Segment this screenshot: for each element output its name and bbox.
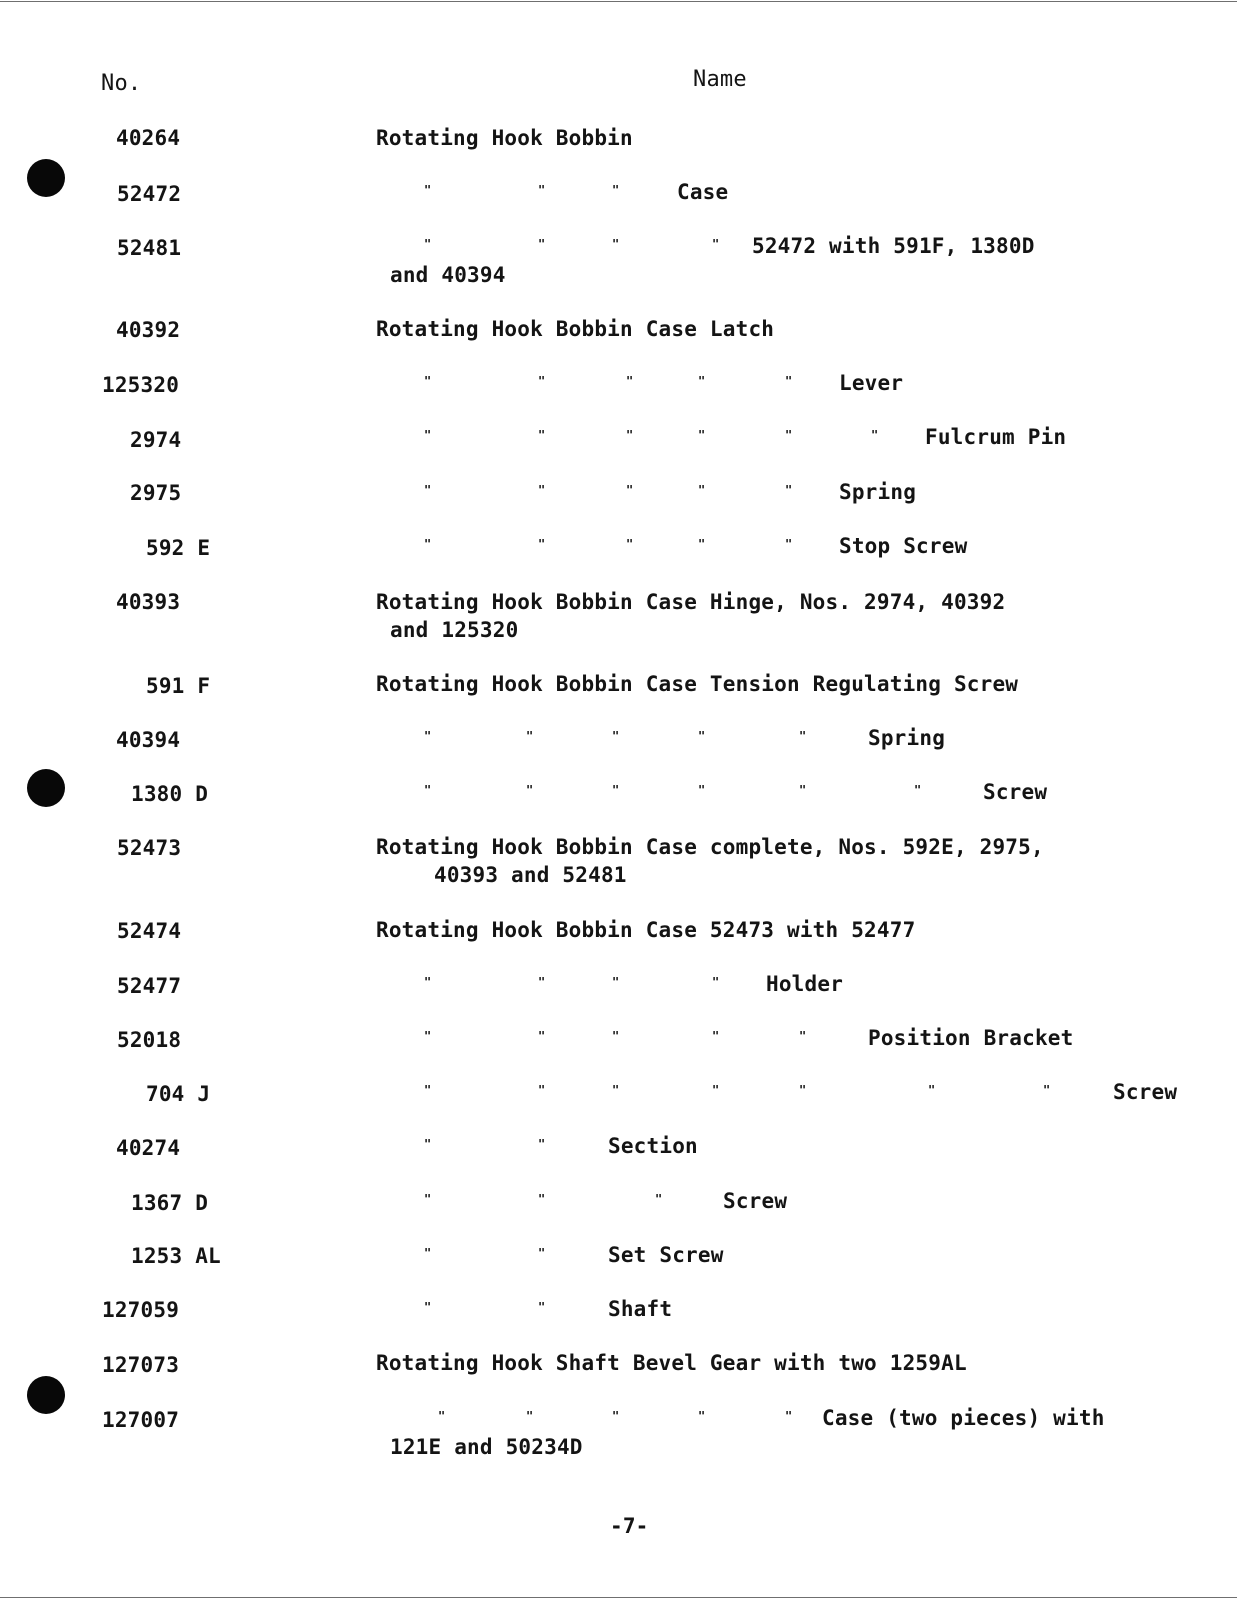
- part-number: 125320: [102, 373, 180, 397]
- ditto-mark: ": [712, 975, 720, 989]
- ditto-mark: ": [538, 374, 546, 388]
- ditto-mark: ": [626, 483, 634, 497]
- ditto-mark: ": [526, 1409, 534, 1423]
- punch-hole-bottom: [27, 1376, 65, 1414]
- part-name: Screw: [1113, 1080, 1178, 1104]
- ditto-mark: ": [612, 783, 620, 797]
- ditto-mark: ": [785, 537, 793, 551]
- part-number: 592 E: [146, 536, 211, 560]
- part-name: Rotating Hook Bobbin: [376, 126, 633, 150]
- part-number: 591 F: [146, 674, 211, 698]
- ditto-mark: ": [626, 374, 634, 388]
- part-name: Case (two pieces) with: [822, 1406, 1105, 1430]
- part-name: Shaft: [608, 1297, 673, 1321]
- ditto-mark: ": [612, 1029, 620, 1043]
- ditto-mark: ": [871, 428, 879, 442]
- part-number: 52018: [117, 1028, 182, 1052]
- ditto-mark: ": [424, 1083, 432, 1097]
- ditto-mark: ": [424, 1300, 432, 1314]
- part-name: Rotating Hook Bobbin Case Hinge, Nos. 2974, 40392: [376, 590, 1006, 614]
- ditto-mark: ": [424, 374, 432, 388]
- ditto-mark: ": [612, 1083, 620, 1097]
- ditto-mark: ": [538, 1246, 546, 1260]
- part-name-continuation: and 40394: [390, 263, 506, 287]
- part-number: 52481: [117, 236, 182, 260]
- ditto-mark: ": [424, 1192, 432, 1206]
- ditto-mark: ": [424, 1137, 432, 1151]
- ditto-mark: ": [424, 1246, 432, 1260]
- part-number: 127007: [102, 1408, 180, 1432]
- ditto-mark: ": [698, 428, 706, 442]
- ditto-mark: ": [538, 537, 546, 551]
- ditto-mark: ": [799, 783, 807, 797]
- ditto-mark: ": [612, 729, 620, 743]
- ditto-mark: ": [424, 729, 432, 743]
- ditto-mark: ": [538, 1192, 546, 1206]
- part-name: Lever: [839, 371, 904, 395]
- page-number: -7-: [610, 1514, 649, 1538]
- part-name-continuation: 121E and 50234D: [390, 1435, 583, 1459]
- part-number: 52473: [117, 836, 182, 860]
- ditto-mark: ": [538, 975, 546, 989]
- ditto-mark: ": [785, 374, 793, 388]
- ditto-mark: ": [612, 237, 620, 251]
- ditto-mark: ": [799, 729, 807, 743]
- ditto-mark: ": [538, 1083, 546, 1097]
- ditto-mark: ": [424, 483, 432, 497]
- top-border-line: [0, 1, 1237, 2]
- ditto-mark: ": [424, 975, 432, 989]
- part-name: Case: [677, 180, 729, 204]
- part-number: 40392: [116, 318, 181, 342]
- part-name: Fulcrum Pin: [925, 425, 1067, 449]
- ditto-mark: ": [438, 1409, 446, 1423]
- part-name-continuation: and 125320: [390, 618, 519, 642]
- part-number: 40394: [116, 728, 181, 752]
- part-name-continuation: 40393 and 52481: [434, 863, 627, 887]
- ditto-mark: ": [785, 483, 793, 497]
- ditto-mark: ": [698, 483, 706, 497]
- part-number: 52474: [117, 919, 182, 943]
- ditto-mark: ": [538, 1029, 546, 1043]
- punch-hole-middle: [27, 769, 65, 807]
- ditto-mark: ": [612, 1409, 620, 1423]
- ditto-mark: ": [538, 237, 546, 251]
- ditto-mark: ": [712, 1029, 720, 1043]
- column-header-name: Name: [693, 67, 747, 92]
- part-number: 1253 AL: [131, 1244, 221, 1268]
- ditto-mark: ": [424, 428, 432, 442]
- part-name: Section: [608, 1134, 698, 1158]
- ditto-mark: ": [698, 1409, 706, 1423]
- part-name: Stop Screw: [839, 534, 968, 558]
- ditto-mark: ": [799, 1083, 807, 1097]
- column-header-no: No.: [101, 71, 142, 96]
- ditto-mark: ": [424, 183, 432, 197]
- part-name: Spring: [868, 726, 946, 750]
- ditto-mark: ": [698, 374, 706, 388]
- ditto-mark: ": [698, 783, 706, 797]
- ditto-mark: ": [799, 1029, 807, 1043]
- ditto-mark: ": [612, 183, 620, 197]
- ditto-mark: ": [1043, 1083, 1051, 1097]
- ditto-mark: ": [424, 1029, 432, 1043]
- ditto-mark: ": [538, 1300, 546, 1314]
- part-name: Rotating Hook Bobbin Case Tension Regulating Screw: [376, 672, 1019, 696]
- part-number: 127059: [102, 1298, 180, 1322]
- ditto-mark: ": [914, 783, 922, 797]
- ditto-mark: ": [626, 537, 634, 551]
- part-name: Rotating Hook Bobbin Case complete, Nos. 592E, 2975,: [376, 835, 1044, 859]
- ditto-mark: ": [538, 428, 546, 442]
- ditto-mark: ": [612, 975, 620, 989]
- ditto-mark: ": [538, 183, 546, 197]
- part-number: 2975: [130, 481, 182, 505]
- ditto-mark: ": [538, 1137, 546, 1151]
- ditto-mark: ": [424, 783, 432, 797]
- punch-hole-top: [27, 159, 65, 197]
- ditto-mark: ": [538, 483, 546, 497]
- part-name: Screw: [983, 780, 1048, 804]
- ditto-mark: ": [785, 1409, 793, 1423]
- bottom-border-line: [0, 1597, 1237, 1598]
- part-number: 2974: [130, 428, 182, 452]
- part-name: Set Screw: [608, 1243, 724, 1267]
- part-number: 1367 D: [131, 1191, 209, 1215]
- part-number: 52472: [117, 182, 182, 206]
- ditto-mark: ": [712, 1083, 720, 1097]
- part-name: Rotating Hook Bobbin Case Latch: [376, 317, 775, 341]
- ditto-mark: ": [698, 729, 706, 743]
- part-number: 1380 D: [131, 782, 209, 806]
- ditto-mark: ": [526, 783, 534, 797]
- ditto-mark: ": [626, 428, 634, 442]
- part-number: 40393: [116, 590, 181, 614]
- part-number: 40264: [116, 126, 181, 150]
- part-number: 40274: [116, 1136, 181, 1160]
- part-name: Position Bracket: [868, 1026, 1074, 1050]
- part-name: Rotating Hook Shaft Bevel Gear with two 1259AL: [376, 1351, 967, 1375]
- part-name: Rotating Hook Bobbin Case 52473 with 52477: [376, 918, 916, 942]
- part-number: 704 J: [146, 1082, 211, 1106]
- ditto-mark: ": [526, 729, 534, 743]
- ditto-mark: ": [424, 237, 432, 251]
- part-name: Screw: [723, 1189, 788, 1213]
- ditto-mark: ": [785, 428, 793, 442]
- ditto-mark: ": [698, 537, 706, 551]
- part-name: 52472 with 591F, 1380D: [752, 234, 1035, 258]
- ditto-mark: ": [424, 537, 432, 551]
- part-name: Holder: [766, 972, 844, 996]
- part-number: 127073: [102, 1353, 180, 1377]
- part-number: 52477: [117, 974, 182, 998]
- ditto-mark: ": [712, 237, 720, 251]
- ditto-mark: ": [928, 1083, 936, 1097]
- part-name: Spring: [839, 480, 917, 504]
- ditto-mark: ": [655, 1192, 663, 1206]
